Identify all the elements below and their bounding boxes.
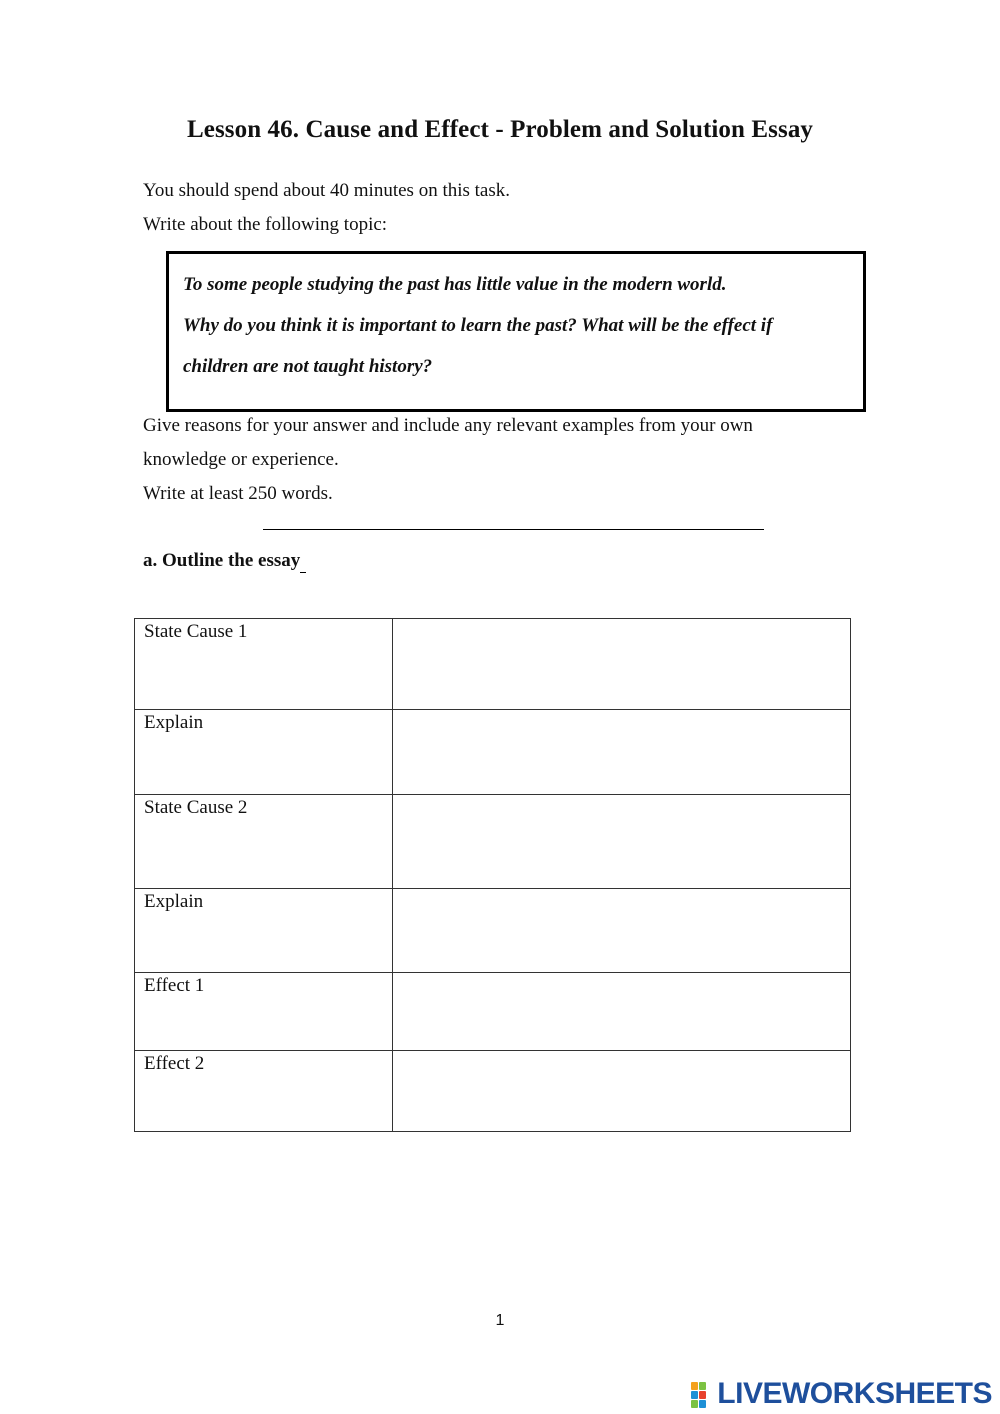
table-row — [135, 889, 851, 973]
answer-cell-state-cause-1[interactable] — [393, 619, 851, 710]
watermark — [691, 1378, 992, 1410]
row-label: Explain — [135, 710, 393, 795]
outline-table — [134, 618, 851, 1132]
instruction-topic: Write about the following topic: — [143, 214, 388, 235]
liveworksheets-logo-icon — [691, 1380, 715, 1408]
answer-cell-effect-1[interactable] — [393, 973, 851, 1051]
answer-cell-effect-2[interactable] — [393, 1051, 851, 1132]
divider-line — [263, 529, 764, 530]
table-row — [135, 795, 851, 889]
logo-tile — [691, 1391, 698, 1399]
topic-line-1: To some people studying the past has little value in the modern world. — [183, 274, 727, 295]
answer-cell-explain-1[interactable] — [393, 710, 851, 795]
logo-tile — [691, 1382, 698, 1390]
logo-tile — [699, 1400, 706, 1408]
topic-line-3: children are not taught history? — [183, 356, 433, 377]
logo-tile — [699, 1382, 706, 1390]
logo-tile — [691, 1400, 698, 1408]
instruction-time: You should spend about 40 minutes on this task. — [143, 180, 511, 201]
page-number: 1 — [495, 1312, 505, 1329]
table-row — [135, 1051, 851, 1132]
heading-underline — [300, 554, 306, 573]
row-label: State Cause 1 — [135, 619, 393, 710]
row-label: Effect 2 — [135, 1051, 393, 1132]
logo-tile — [699, 1391, 706, 1399]
section-heading-text: a. Outline the essay — [143, 550, 301, 571]
table-row — [135, 619, 851, 710]
reasons-line-2: knowledge or experience. — [143, 449, 339, 470]
section-heading — [143, 549, 306, 573]
topic-box — [166, 251, 866, 412]
row-label: State Cause 2 — [135, 795, 393, 889]
word-count-instruction: Write at least 250 words. — [143, 483, 333, 504]
table-row — [135, 973, 851, 1051]
page-title: Lesson 46. Cause and Effect - Problem and Solution Essay — [186, 116, 814, 143]
answer-cell-explain-2[interactable] — [393, 889, 851, 973]
answer-cell-state-cause-2[interactable] — [393, 795, 851, 889]
table-row — [135, 710, 851, 795]
watermark-text: LIVEWORKSHEETS — [717, 1377, 992, 1410]
topic-line-2: Why do you think it is important to learn the past? What will be the effect if — [183, 315, 773, 336]
row-label: Explain — [135, 889, 393, 973]
reasons-line-1: Give reasons for your answer and include any relevant examples from your own — [143, 415, 753, 436]
row-label: Effect 1 — [135, 973, 393, 1051]
